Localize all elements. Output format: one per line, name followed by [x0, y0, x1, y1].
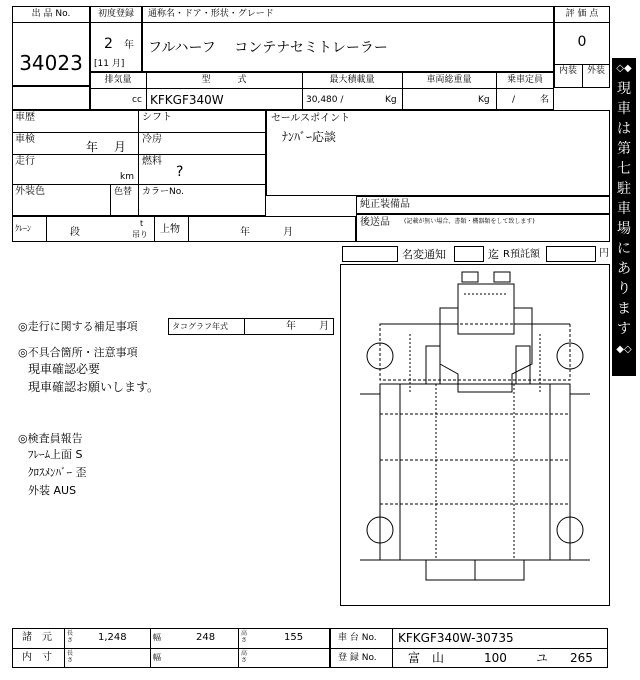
- vehicle-diagram: [340, 264, 610, 606]
- first-registration-label: 初度登録: [97, 9, 134, 19]
- registration-class: 100: [484, 651, 507, 665]
- capacity-label: 乗車定員: [506, 75, 543, 85]
- notice-input-3: [546, 246, 596, 262]
- sidebar-char: 七: [617, 161, 631, 177]
- width-value: 248: [196, 632, 216, 643]
- crane-label: ｸﾚｰﾝ: [15, 224, 31, 233]
- inspector-line-3: 外装 AUS: [28, 484, 77, 497]
- crane-lift-label: 吊り: [132, 230, 148, 239]
- sidebar-char: り: [617, 281, 631, 297]
- upper-body-label: 上物: [160, 224, 180, 235]
- width-label: 幅: [153, 633, 161, 642]
- accessories-label: 後送品: [360, 217, 390, 228]
- vehicle-name: フルハーフ コンテナセミトレーラー: [148, 40, 388, 56]
- inspection-value: 年 月: [86, 140, 126, 154]
- ac-label: 冷房: [142, 134, 162, 145]
- notice-input-1: [342, 246, 398, 262]
- interior-score-label: 内装: [558, 66, 577, 76]
- tacho-value: 年 月: [286, 321, 330, 332]
- max-load-unit: Kg: [385, 95, 397, 105]
- inspector-title: ◎検査員報告: [18, 432, 83, 445]
- chassis-label: 車 台 No.: [338, 633, 377, 643]
- capacity-value: /: [512, 95, 516, 105]
- lot-number: 34023: [19, 51, 83, 75]
- deadline-label: 迄: [488, 248, 499, 261]
- inspector-line-1: ﾌﾚｰﾑ上面 S: [28, 448, 83, 461]
- fuel-value: ?: [176, 164, 184, 180]
- registration-area: 富 山: [408, 651, 445, 665]
- defects-title: ◎不具合箇所・注意事項: [18, 346, 138, 359]
- interior-dims-label: 内 寸: [22, 652, 52, 663]
- registration-label: 登 録 No.: [338, 653, 377, 663]
- displacement-unit: cc: [132, 95, 142, 105]
- crane-stage-unit: 段: [70, 227, 80, 238]
- height-label: 高さ: [241, 630, 248, 644]
- sidebar-char: 車: [617, 201, 631, 217]
- location-sidebar: [612, 58, 636, 376]
- vehicle-name-label: 通称名・ドア・形状・グレード: [148, 9, 274, 19]
- color-change-label: 色替: [114, 187, 133, 197]
- sidebar-char: 第: [617, 141, 631, 157]
- color-number-label: カラーNo.: [142, 187, 184, 197]
- sidebar-char: は: [617, 121, 631, 137]
- sidebar-char: 車: [617, 101, 631, 117]
- notice-input-2: [454, 246, 484, 262]
- details-grid: [12, 110, 266, 216]
- length-label-interior: 長さ: [67, 650, 74, 664]
- first-registration-year: 2: [104, 36, 113, 52]
- gross-weight-unit: Kg: [478, 95, 490, 105]
- yen-label: 円: [599, 248, 609, 259]
- mileage-label: 走行: [15, 156, 35, 167]
- height-label-interior: 高さ: [241, 650, 248, 664]
- sales-point-text: ﾅﾝﾊﾞｰ応談: [282, 130, 337, 144]
- sidebar-char: 場: [617, 221, 631, 237]
- year-unit: 年: [124, 40, 134, 51]
- crane-row: [12, 216, 356, 242]
- accessories-note: (記載が無い場合、書類・機器類をして致します): [404, 218, 535, 225]
- inspector-line-2: ｸﾛｽﾒﾝﾊﾞｰ 歪: [28, 466, 87, 479]
- score-label: 評 価 点: [565, 9, 599, 19]
- sidebar-char: す: [617, 321, 631, 337]
- model-code: KFKGF340W: [150, 93, 224, 107]
- length-label: 長さ: [67, 630, 74, 644]
- first-registration-month: [11 月]: [94, 59, 125, 69]
- crane-ton-unit: t: [140, 219, 144, 228]
- defect-line-2: 現車確認お願いします。: [28, 380, 160, 394]
- mileage-unit: km: [120, 172, 134, 182]
- chassis-number: KFKGF340W-30735: [398, 631, 514, 645]
- length-value: 1,248: [98, 632, 127, 643]
- registration-number: 265: [570, 651, 593, 665]
- registration-kana: ユ: [536, 651, 549, 665]
- displacement-label: 排気量: [104, 75, 132, 85]
- sidebar-top-symbols: ◇◆: [616, 63, 632, 74]
- sales-point-label: セールスポイント: [271, 113, 351, 124]
- name-change-label: 名変通知: [402, 248, 446, 261]
- sidebar-char: 駐: [617, 181, 631, 197]
- model-label: 型 式: [201, 75, 247, 85]
- exterior-color-label: 外装色: [15, 186, 45, 197]
- mileage-note-title: ◎走行に関する補足事項: [18, 320, 138, 333]
- max-load-value: 30,480 /: [306, 95, 344, 105]
- fuel-label: 燃料: [142, 156, 162, 167]
- sidebar-char: ま: [617, 301, 631, 317]
- max-load-label: 最大積載量: [329, 75, 375, 85]
- sidebar-char: あ: [617, 261, 631, 277]
- dims-label: 諸 元: [22, 632, 52, 643]
- width-label-interior: 幅: [153, 653, 161, 662]
- shift-label: シフト: [142, 112, 172, 123]
- sidebar-char: に: [617, 241, 631, 257]
- upper-body-date: 年 月: [240, 227, 294, 238]
- defect-line-1: 現車確認必要: [28, 362, 101, 376]
- history-label: 車歴: [15, 112, 35, 123]
- height-value: 155: [284, 632, 304, 643]
- gross-weight-label: 車両総重量: [426, 75, 472, 85]
- sidebar-char: 現: [617, 81, 631, 97]
- tacho-label: タコグラフ年式: [172, 322, 228, 331]
- r-deposit-label: R預託額: [503, 249, 540, 260]
- sidebar-bottom-symbols: ◆◇: [616, 344, 632, 355]
- lot-number-label: 出 品 No.: [31, 9, 71, 19]
- inspection-label: 車検: [15, 134, 35, 145]
- capacity-unit: 名: [540, 95, 550, 105]
- genuine-equipment-label: 純正装備品: [360, 199, 410, 210]
- exterior-score-label: 外装: [586, 66, 605, 76]
- score-value: 0: [577, 34, 587, 50]
